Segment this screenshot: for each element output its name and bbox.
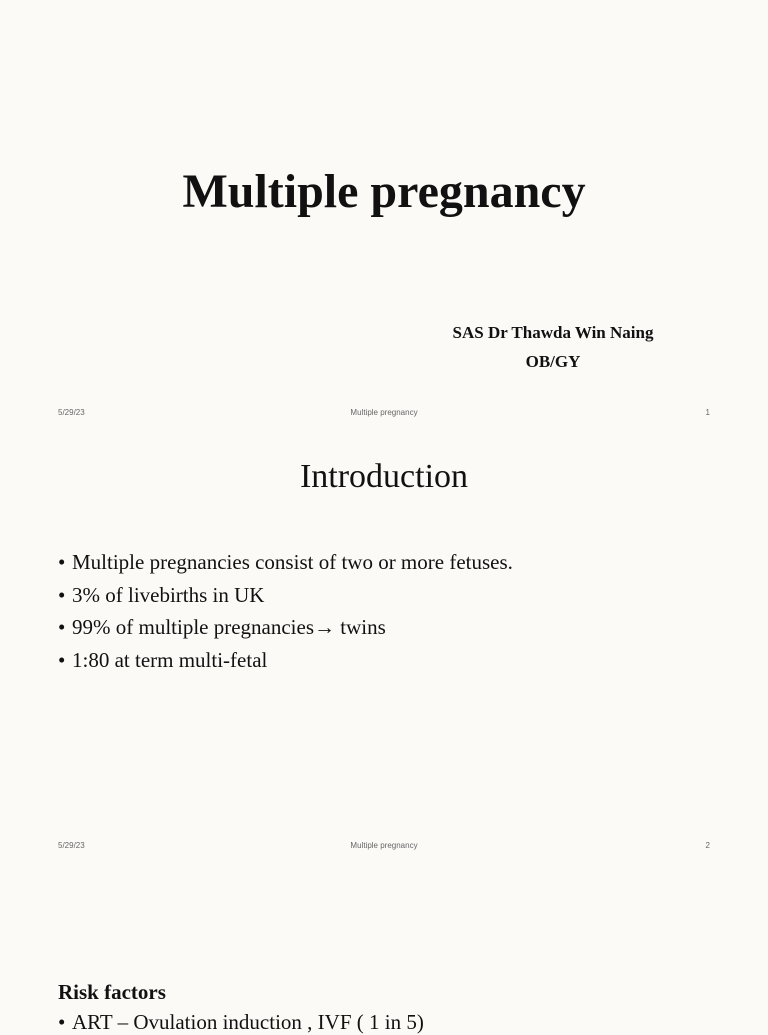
bullet-text: ART – Ovulation induction , IVF ( 1 in 5) xyxy=(72,1010,424,1034)
bullet-item: • 1:80 at term multi-fetal xyxy=(58,647,268,672)
bullet-list xyxy=(58,546,513,676)
footer-title: Multiple pregnancy xyxy=(350,841,418,850)
bullet-text: 3% of livebirths in UK xyxy=(72,582,265,607)
footer-date: 5/29/23 xyxy=(58,841,85,850)
slide-footer xyxy=(0,841,768,855)
author-department: OB/GY xyxy=(525,352,581,371)
bullet-item: • 3% of livebirths in UK xyxy=(58,582,265,607)
footer-date: 5/29/23 xyxy=(58,408,85,417)
slide-title: Multiple pregnancy xyxy=(182,165,586,218)
bullet-text: 99% of multiple pregnancies→ twins xyxy=(72,615,386,639)
slide-heading: Risk factors xyxy=(58,980,166,1004)
slide-3 xyxy=(0,864,768,1034)
footer-page-number: 2 xyxy=(705,841,710,850)
author-block xyxy=(440,318,666,376)
bullet-item: • 99% of multiple pregnancies→ twins xyxy=(58,615,386,639)
bullet-item: • ART – Ovulation induction , IVF ( 1 in 5) xyxy=(58,1010,424,1034)
slide-2 xyxy=(0,432,768,864)
bullet-item: • Multiple pregnancies consist of two or more fetuses. xyxy=(58,550,513,574)
slide-1 xyxy=(0,0,768,432)
slide-heading: Introduction xyxy=(299,458,469,495)
bullet-text: 1:80 at term multi-fetal xyxy=(72,647,268,672)
footer-title: Multiple pregnancy xyxy=(350,408,418,417)
author-name: SAS Dr Thawda Win Naing xyxy=(452,323,654,342)
bullet-text: Multiple pregnancies consist of two or more fetuses. xyxy=(72,550,513,574)
slide-footer xyxy=(0,408,768,422)
footer-page-number: 1 xyxy=(705,408,710,417)
